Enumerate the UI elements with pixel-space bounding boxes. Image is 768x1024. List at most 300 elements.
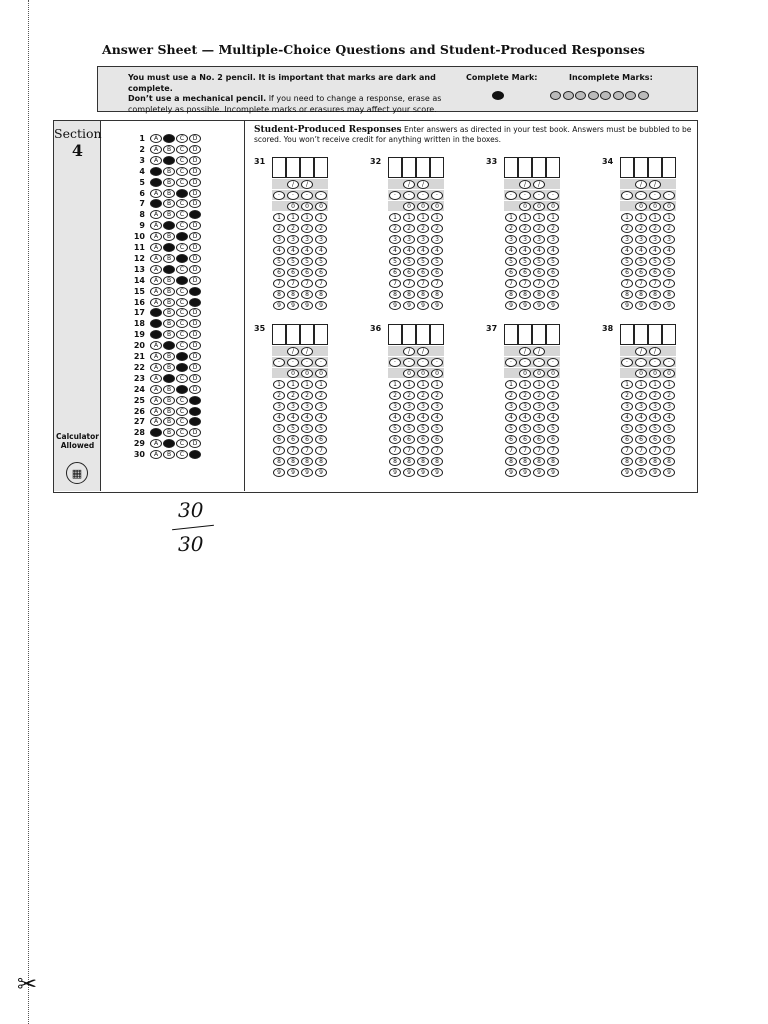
spr-bubble[interactable]: 7 [273, 279, 285, 288]
answer-bubble-a[interactable]: A [150, 178, 162, 187]
answer-bubble-c[interactable]: C [176, 221, 188, 230]
spr-bubble[interactable]: · [389, 358, 401, 367]
answer-bubble-a[interactable]: A [150, 308, 162, 317]
spr-bubble[interactable]: 6 [431, 268, 443, 277]
spr-bubble[interactable]: 8 [287, 457, 299, 466]
spr-bubble[interactable]: 9 [389, 301, 401, 310]
spr-bubble[interactable]: 1 [621, 213, 633, 222]
spr-bubble[interactable]: 9 [417, 468, 429, 477]
spr-bubble[interactable]: 8 [505, 457, 517, 466]
spr-bubble[interactable]: 9 [273, 468, 285, 477]
spr-bubble[interactable]: 1 [519, 213, 531, 222]
answer-bubble-c[interactable]: C [176, 167, 188, 176]
spr-bubble[interactable]: 5 [417, 257, 429, 266]
spr-bubble[interactable]: 2 [287, 224, 299, 233]
spr-bubble[interactable]: 2 [403, 224, 415, 233]
spr-bubble[interactable]: 1 [403, 213, 415, 222]
spr-bubble[interactable]: 9 [621, 468, 633, 477]
spr-bubble[interactable]: 4 [315, 246, 327, 255]
spr-bubble[interactable]: 1 [505, 380, 517, 389]
spr-bubble[interactable]: 1 [301, 213, 313, 222]
spr-bubble[interactable]: 2 [287, 391, 299, 400]
spr-bubble[interactable]: 2 [649, 391, 661, 400]
spr-bubble[interactable]: 8 [621, 457, 633, 466]
answer-bubble-c[interactable]: C [176, 178, 188, 187]
spr-bubble[interactable]: 9 [663, 468, 675, 477]
spr-bubble[interactable]: 4 [519, 246, 531, 255]
answer-bubble-a[interactable]: A [150, 243, 162, 252]
spr-bubble[interactable]: · [505, 191, 517, 200]
spr-bubble[interactable]: 9 [287, 301, 299, 310]
spr-bubble[interactable]: 2 [519, 391, 531, 400]
spr-bubble[interactable]: 9 [389, 468, 401, 477]
spr-bubble[interactable]: 1 [547, 380, 559, 389]
spr-bubble[interactable]: · [519, 358, 531, 367]
spr-bubble[interactable]: 5 [547, 424, 559, 433]
answer-bubble-c[interactable]: C [176, 298, 188, 307]
answer-bubble-a[interactable]: A [150, 276, 162, 285]
answer-bubble-d[interactable]: D [189, 308, 201, 317]
spr-bubble[interactable]: 1 [635, 380, 647, 389]
answer-bubble-a[interactable]: A [150, 352, 162, 361]
spr-bubble[interactable]: 3 [663, 235, 675, 244]
write-box[interactable] [532, 157, 546, 178]
spr-bubble[interactable]: 0 [315, 202, 327, 211]
answer-bubble-b[interactable]: B [163, 265, 175, 274]
spr-bubble[interactable]: 4 [505, 246, 517, 255]
spr-bubble[interactable]: 5 [403, 424, 415, 433]
spr-bubble[interactable]: 4 [315, 413, 327, 422]
answer-bubble-d[interactable]: D [189, 428, 201, 437]
answer-bubble-a[interactable]: A [150, 417, 162, 426]
answer-bubble-a[interactable]: A [150, 298, 162, 307]
spr-bubble[interactable]: 0 [287, 202, 299, 211]
spr-bubble[interactable]: 5 [301, 257, 313, 266]
spr-bubble[interactable]: 0 [547, 202, 559, 211]
spr-bubble[interactable]: 3 [389, 402, 401, 411]
spr-bubble[interactable]: 8 [547, 290, 559, 299]
spr-bubble[interactable]: 4 [649, 246, 661, 255]
spr-bubble[interactable]: 1 [417, 213, 429, 222]
answer-bubble-d[interactable]: D [189, 167, 201, 176]
spr-bubble[interactable]: 0 [403, 369, 415, 378]
spr-bubble[interactable]: 6 [533, 435, 545, 444]
spr-bubble[interactable]: 0 [547, 369, 559, 378]
spr-bubble[interactable]: · [533, 191, 545, 200]
spr-bubble[interactable]: 5 [403, 257, 415, 266]
spr-bubble[interactable]: 0 [649, 202, 661, 211]
write-box[interactable] [416, 324, 430, 345]
spr-bubble[interactable]: 6 [649, 268, 661, 277]
answer-bubble-a[interactable]: A [150, 450, 162, 459]
spr-bubble[interactable]: 4 [635, 246, 647, 255]
spr-bubble[interactable]: 3 [547, 402, 559, 411]
spr-bubble[interactable]: 5 [649, 257, 661, 266]
spr-bubble[interactable]: 8 [519, 457, 531, 466]
spr-bubble[interactable]: 7 [649, 446, 661, 455]
answer-bubble-b[interactable]: B [163, 341, 175, 350]
spr-bubble[interactable]: · [431, 358, 443, 367]
answer-bubble-a[interactable]: A [150, 232, 162, 241]
spr-bubble[interactable]: 8 [273, 457, 285, 466]
spr-bubble[interactable]: 8 [315, 457, 327, 466]
answer-bubble-d[interactable]: D [189, 210, 201, 219]
spr-bubble[interactable]: 9 [403, 301, 415, 310]
spr-bubble[interactable]: 2 [547, 224, 559, 233]
spr-bubble[interactable]: 9 [315, 468, 327, 477]
spr-bubble[interactable]: 3 [403, 235, 415, 244]
spr-bubble[interactable]: 7 [505, 446, 517, 455]
answer-bubble-c[interactable]: C [176, 134, 188, 143]
answer-bubble-b[interactable]: B [163, 319, 175, 328]
spr-bubble[interactable]: 8 [547, 457, 559, 466]
spr-bubble[interactable]: 2 [519, 224, 531, 233]
write-box[interactable] [272, 157, 286, 178]
answer-bubble-b[interactable]: B [163, 439, 175, 448]
answer-bubble-b[interactable]: B [163, 330, 175, 339]
write-box[interactable] [518, 324, 532, 345]
spr-bubble[interactable]: 5 [635, 424, 647, 433]
write-box[interactable] [648, 157, 662, 178]
spr-bubble[interactable]: 7 [403, 279, 415, 288]
spr-bubble[interactable]: 9 [547, 468, 559, 477]
spr-bubble[interactable]: / [403, 347, 415, 356]
spr-bubble[interactable]: 0 [431, 369, 443, 378]
spr-bubble[interactable]: 9 [519, 468, 531, 477]
spr-bubble[interactable]: 8 [663, 290, 675, 299]
spr-bubble[interactable]: 5 [663, 257, 675, 266]
spr-bubble[interactable]: 9 [519, 301, 531, 310]
spr-bubble[interactable]: 9 [431, 301, 443, 310]
answer-bubble-c[interactable]: C [176, 308, 188, 317]
spr-bubble[interactable]: 2 [533, 224, 545, 233]
spr-bubble[interactable]: / [287, 180, 299, 189]
spr-bubble[interactable]: 6 [301, 268, 313, 277]
answer-bubble-c[interactable]: C [176, 396, 188, 405]
write-box[interactable] [300, 157, 314, 178]
spr-bubble[interactable]: 6 [635, 435, 647, 444]
spr-bubble[interactable]: · [403, 191, 415, 200]
spr-bubble[interactable]: 5 [519, 257, 531, 266]
write-box[interactable] [430, 157, 444, 178]
answer-bubble-c[interactable]: C [176, 199, 188, 208]
spr-bubble[interactable]: 1 [287, 213, 299, 222]
answer-bubble-a[interactable]: A [150, 145, 162, 154]
spr-bubble[interactable]: 6 [431, 435, 443, 444]
spr-bubble[interactable]: 4 [389, 413, 401, 422]
answer-bubble-b[interactable]: B [163, 308, 175, 317]
answer-bubble-c[interactable]: C [176, 341, 188, 350]
write-box[interactable] [620, 157, 634, 178]
spr-bubble[interactable]: 3 [505, 235, 517, 244]
spr-bubble[interactable]: 1 [417, 380, 429, 389]
spr-bubble[interactable]: · [547, 191, 559, 200]
spr-bubble[interactable]: 5 [431, 257, 443, 266]
spr-bubble[interactable]: 2 [403, 391, 415, 400]
spr-bubble[interactable]: 7 [547, 279, 559, 288]
spr-bubble[interactable]: / [301, 180, 313, 189]
spr-bubble[interactable]: 8 [403, 457, 415, 466]
spr-bubble[interactable]: 3 [273, 402, 285, 411]
spr-bubble[interactable]: 5 [533, 257, 545, 266]
answer-bubble-a[interactable]: A [150, 156, 162, 165]
answer-bubble-d[interactable]: D [189, 199, 201, 208]
spr-bubble[interactable]: 5 [273, 257, 285, 266]
answer-bubble-c[interactable]: C [176, 145, 188, 154]
spr-bubble[interactable]: 2 [389, 224, 401, 233]
spr-bubble[interactable]: · [417, 191, 429, 200]
spr-bubble[interactable]: 5 [505, 424, 517, 433]
spr-bubble[interactable]: 4 [403, 246, 415, 255]
answer-bubble-d[interactable]: D [189, 319, 201, 328]
spr-bubble[interactable]: 1 [663, 380, 675, 389]
spr-bubble[interactable]: 2 [301, 224, 313, 233]
spr-bubble[interactable]: 2 [315, 391, 327, 400]
spr-bubble[interactable]: 9 [301, 468, 313, 477]
spr-bubble[interactable]: · [315, 358, 327, 367]
spr-bubble[interactable]: 6 [417, 435, 429, 444]
spr-bubble[interactable]: / [417, 347, 429, 356]
spr-bubble[interactable]: 4 [287, 413, 299, 422]
answer-bubble-a[interactable]: A [150, 439, 162, 448]
spr-bubble[interactable]: / [519, 180, 531, 189]
spr-bubble[interactable]: 5 [519, 424, 531, 433]
spr-bubble[interactable]: 8 [273, 290, 285, 299]
spr-bubble[interactable]: · [301, 191, 313, 200]
spr-bubble[interactable]: 7 [389, 279, 401, 288]
spr-bubble[interactable]: 5 [505, 257, 517, 266]
spr-bubble[interactable]: 8 [649, 290, 661, 299]
answer-bubble-a[interactable]: A [150, 254, 162, 263]
spr-bubble[interactable]: 1 [389, 380, 401, 389]
spr-bubble[interactable]: 0 [403, 202, 415, 211]
spr-bubble[interactable]: 8 [417, 457, 429, 466]
answer-bubble-c[interactable]: C [176, 439, 188, 448]
spr-bubble[interactable]: 0 [301, 369, 313, 378]
spr-bubble[interactable]: 3 [389, 235, 401, 244]
answer-bubble-d[interactable]: D [189, 439, 201, 448]
write-box[interactable] [272, 324, 286, 345]
write-box[interactable] [286, 157, 300, 178]
answer-bubble-b[interactable]: B [163, 352, 175, 361]
spr-bubble[interactable]: 2 [315, 224, 327, 233]
spr-bubble[interactable]: 7 [547, 446, 559, 455]
answer-bubble-b[interactable]: B [163, 243, 175, 252]
spr-bubble[interactable]: 3 [273, 235, 285, 244]
spr-bubble[interactable]: 4 [505, 413, 517, 422]
answer-bubble-b[interactable]: B [163, 145, 175, 154]
spr-bubble[interactable]: 1 [431, 380, 443, 389]
spr-bubble[interactable]: 6 [505, 435, 517, 444]
write-box[interactable] [388, 157, 402, 178]
spr-bubble[interactable]: 7 [431, 446, 443, 455]
spr-bubble[interactable]: 4 [301, 246, 313, 255]
spr-bubble[interactable]: 3 [431, 402, 443, 411]
spr-bubble[interactable]: 0 [301, 202, 313, 211]
answer-bubble-c[interactable]: C [176, 385, 188, 394]
spr-bubble[interactable]: 7 [533, 279, 545, 288]
answer-bubble-d[interactable]: D [189, 134, 201, 143]
spr-bubble[interactable]: 5 [635, 257, 647, 266]
spr-bubble[interactable]: 3 [403, 402, 415, 411]
spr-bubble[interactable]: · [547, 358, 559, 367]
spr-bubble[interactable]: · [519, 191, 531, 200]
spr-bubble[interactable]: 0 [519, 369, 531, 378]
answer-bubble-d[interactable]: D [189, 374, 201, 383]
spr-bubble[interactable]: 7 [431, 279, 443, 288]
spr-bubble[interactable]: 9 [621, 301, 633, 310]
answer-bubble-c[interactable]: C [176, 243, 188, 252]
write-box[interactable] [546, 324, 560, 345]
spr-bubble[interactable]: 3 [301, 235, 313, 244]
answer-bubble-b[interactable]: B [163, 232, 175, 241]
spr-bubble[interactable]: 8 [417, 290, 429, 299]
answer-bubble-d[interactable]: D [189, 232, 201, 241]
spr-bubble[interactable]: / [287, 347, 299, 356]
write-box[interactable] [504, 157, 518, 178]
spr-bubble[interactable]: 8 [301, 290, 313, 299]
answer-bubble-d[interactable]: D [189, 363, 201, 372]
spr-bubble[interactable]: 8 [315, 290, 327, 299]
spr-bubble[interactable]: / [533, 180, 545, 189]
write-box[interactable] [518, 157, 532, 178]
spr-bubble[interactable]: 7 [273, 446, 285, 455]
answer-bubble-d[interactable]: D [189, 330, 201, 339]
spr-bubble[interactable]: 4 [547, 413, 559, 422]
spr-bubble[interactable]: 1 [315, 213, 327, 222]
spr-bubble[interactable]: 1 [547, 213, 559, 222]
answer-bubble-d[interactable]: D [189, 287, 201, 296]
answer-bubble-d[interactable]: D [189, 254, 201, 263]
spr-bubble[interactable]: 1 [635, 213, 647, 222]
answer-bubble-c[interactable]: C [176, 450, 188, 459]
spr-bubble[interactable]: 7 [287, 279, 299, 288]
spr-bubble[interactable]: 4 [417, 246, 429, 255]
spr-bubble[interactable]: 4 [621, 246, 633, 255]
spr-bubble[interactable]: 3 [533, 402, 545, 411]
spr-bubble[interactable]: 7 [315, 446, 327, 455]
spr-bubble[interactable]: 6 [649, 435, 661, 444]
answer-bubble-d[interactable]: D [189, 178, 201, 187]
spr-bubble[interactable]: 2 [533, 391, 545, 400]
write-box[interactable] [662, 157, 676, 178]
answer-bubble-a[interactable]: A [150, 341, 162, 350]
answer-bubble-b[interactable]: B [163, 396, 175, 405]
spr-bubble[interactable]: 3 [649, 402, 661, 411]
spr-bubble[interactable]: 7 [635, 279, 647, 288]
answer-bubble-a[interactable]: A [150, 330, 162, 339]
spr-bubble[interactable]: / [635, 347, 647, 356]
spr-bubble[interactable]: 8 [533, 457, 545, 466]
answer-bubble-b[interactable]: B [163, 428, 175, 437]
spr-bubble[interactable]: / [403, 180, 415, 189]
spr-bubble[interactable]: · [505, 358, 517, 367]
write-box[interactable] [314, 324, 328, 345]
answer-bubble-d[interactable]: D [189, 450, 201, 459]
answer-bubble-b[interactable]: B [163, 189, 175, 198]
spr-bubble[interactable]: 6 [403, 435, 415, 444]
answer-bubble-d[interactable]: D [189, 385, 201, 394]
spr-bubble[interactable]: 0 [635, 369, 647, 378]
spr-bubble[interactable]: 0 [649, 369, 661, 378]
spr-bubble[interactable]: 4 [287, 246, 299, 255]
answer-bubble-a[interactable]: A [150, 319, 162, 328]
spr-bubble[interactable]: 7 [403, 446, 415, 455]
spr-bubble[interactable]: 1 [273, 213, 285, 222]
spr-bubble[interactable]: 0 [635, 202, 647, 211]
answer-bubble-c[interactable]: C [176, 232, 188, 241]
answer-bubble-c[interactable]: C [176, 319, 188, 328]
answer-bubble-a[interactable]: A [150, 221, 162, 230]
spr-bubble[interactable]: 6 [287, 268, 299, 277]
answer-bubble-b[interactable]: B [163, 199, 175, 208]
spr-bubble[interactable]: 2 [649, 224, 661, 233]
spr-bubble[interactable]: 8 [431, 457, 443, 466]
answer-bubble-d[interactable]: D [189, 341, 201, 350]
spr-bubble[interactable]: 8 [519, 290, 531, 299]
spr-bubble[interactable]: 6 [403, 268, 415, 277]
spr-bubble[interactable]: 2 [635, 224, 647, 233]
spr-bubble[interactable]: 6 [635, 268, 647, 277]
spr-bubble[interactable]: 6 [663, 435, 675, 444]
spr-bubble[interactable]: 4 [519, 413, 531, 422]
spr-bubble[interactable]: 5 [417, 424, 429, 433]
spr-bubble[interactable]: 7 [635, 446, 647, 455]
spr-bubble[interactable]: 1 [431, 213, 443, 222]
answer-bubble-a[interactable]: A [150, 265, 162, 274]
spr-bubble[interactable]: · [431, 191, 443, 200]
spr-bubble[interactable]: / [635, 180, 647, 189]
spr-bubble[interactable]: 4 [649, 413, 661, 422]
answer-bubble-b[interactable]: B [163, 450, 175, 459]
answer-bubble-b[interactable]: B [163, 417, 175, 426]
spr-bubble[interactable]: · [621, 191, 633, 200]
spr-bubble[interactable]: 1 [403, 380, 415, 389]
spr-bubble[interactable]: 5 [287, 424, 299, 433]
spr-bubble[interactable]: 6 [315, 435, 327, 444]
spr-bubble[interactable]: 3 [315, 235, 327, 244]
spr-bubble[interactable]: 0 [533, 202, 545, 211]
spr-bubble[interactable]: 1 [663, 213, 675, 222]
spr-bubble[interactable]: 1 [533, 213, 545, 222]
answer-bubble-d[interactable]: D [189, 396, 201, 405]
spr-bubble[interactable]: 7 [301, 446, 313, 455]
spr-bubble[interactable]: 3 [431, 235, 443, 244]
answer-bubble-a[interactable]: A [150, 167, 162, 176]
answer-bubble-b[interactable]: B [163, 221, 175, 230]
write-box[interactable] [648, 324, 662, 345]
spr-bubble[interactable]: 3 [519, 235, 531, 244]
write-box[interactable] [430, 324, 444, 345]
answer-bubble-c[interactable]: C [176, 276, 188, 285]
answer-bubble-d[interactable]: D [189, 298, 201, 307]
answer-bubble-a[interactable]: A [150, 363, 162, 372]
spr-bubble[interactable]: 4 [431, 413, 443, 422]
write-box[interactable] [634, 157, 648, 178]
spr-bubble[interactable]: 6 [389, 268, 401, 277]
spr-bubble[interactable]: · [315, 191, 327, 200]
spr-bubble[interactable]: 9 [301, 301, 313, 310]
write-box[interactable] [388, 324, 402, 345]
spr-bubble[interactable]: 9 [547, 301, 559, 310]
answer-bubble-c[interactable]: C [176, 363, 188, 372]
answer-bubble-d[interactable]: D [189, 276, 201, 285]
spr-bubble[interactable]: 2 [663, 391, 675, 400]
spr-bubble[interactable]: 4 [621, 413, 633, 422]
spr-bubble[interactable]: 2 [663, 224, 675, 233]
spr-bubble[interactable]: 9 [649, 468, 661, 477]
answer-bubble-d[interactable]: D [189, 417, 201, 426]
